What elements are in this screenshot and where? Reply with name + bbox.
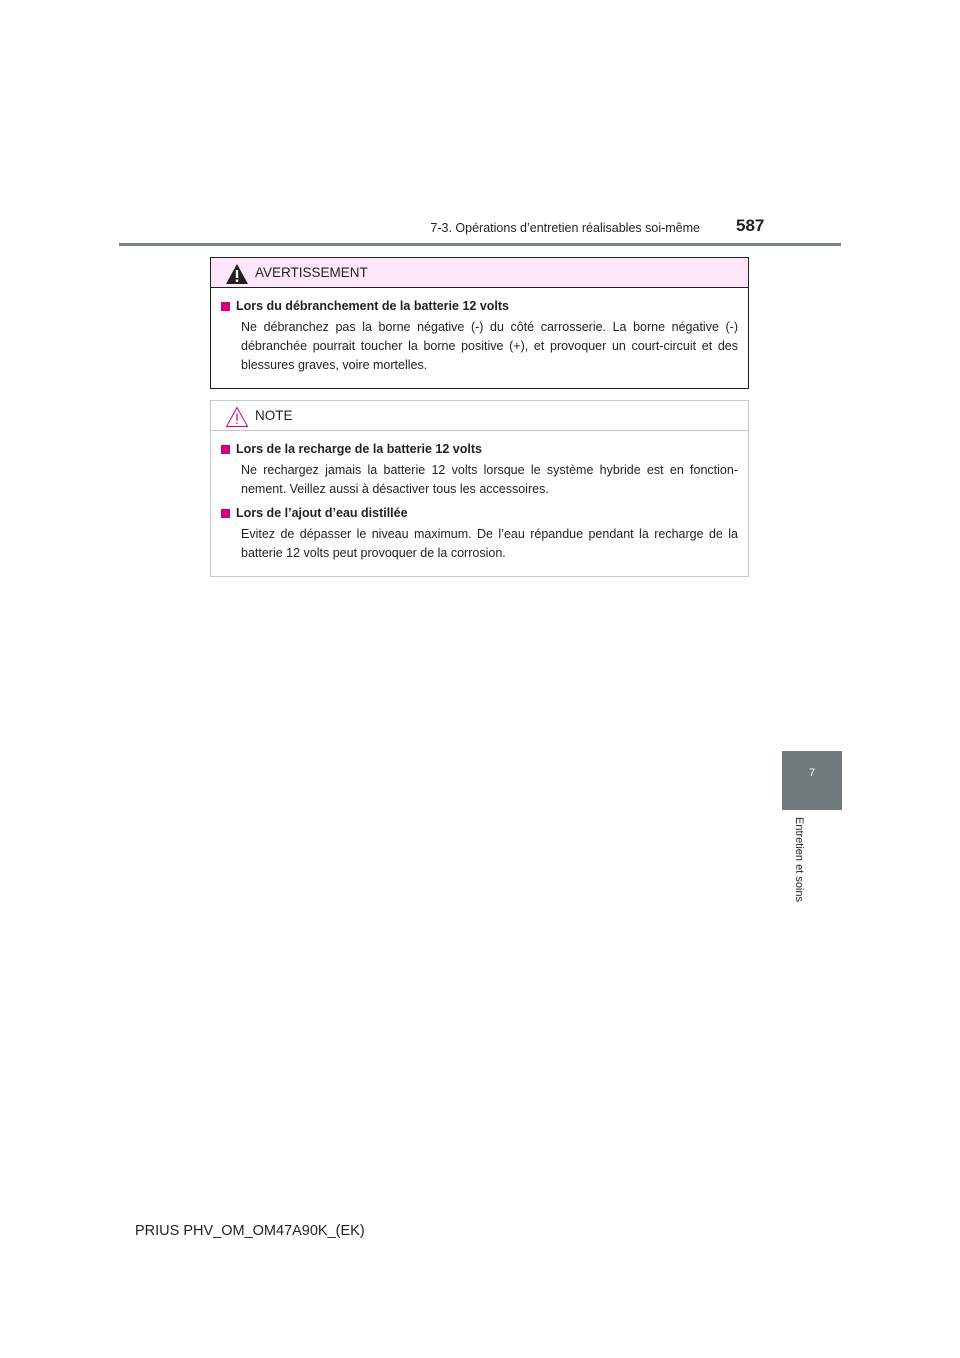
warning-triangle-filled-icon	[225, 263, 249, 285]
note-item	[221, 505, 738, 563]
note-box	[210, 400, 749, 577]
chapter-number: 7	[808, 767, 816, 779]
header-divider	[119, 243, 841, 246]
warning-item	[221, 298, 738, 375]
note-item	[221, 441, 738, 499]
square-bullet-icon	[221, 302, 230, 311]
warning-item-text: Ne débranchez pas la borne négative (-) du côté carrosserie. La borne négative (-) débranchée pourrait toucher la borne positive (+), et provoquer un court-circuit et des blessures graves, voire mortelles.	[241, 320, 738, 372]
note-box-title: NOTE	[255, 408, 293, 423]
document-code: PRIUS PHV_OM_OM47A90K_(EK)	[135, 1223, 365, 1239]
section-title: 7-3. Opérations d’entretien réalisables soi-même	[430, 221, 700, 235]
square-bullet-icon	[221, 509, 230, 518]
warning-box-title: AVERTISSEMENT	[255, 265, 368, 280]
warning-item-heading: Lors du débranchement de la batterie 12 volts	[236, 299, 509, 313]
page-number: 587	[736, 216, 765, 235]
note-box-header	[211, 401, 748, 431]
note-item-text: Ne rechargez jamais la batterie 12 volts lorsque le système hybride est en fonction-nement. Veillez aussi à désactiver tous les accessoires.	[241, 463, 738, 496]
note-item-heading: Lors de l’ajout d’eau distillée	[236, 506, 408, 520]
chapter-title: Entretien et soins	[793, 817, 805, 902]
note-item-text: Evitez de dépasser le niveau maximum. De l’eau répandue pendant la recharge de la batterie 12 volts peut provoquer de la corrosion.	[241, 527, 738, 560]
warning-box-header	[211, 258, 748, 288]
note-item-heading: Lors de la recharge de la batterie 12 volts	[236, 442, 482, 456]
warning-box	[210, 257, 749, 389]
caution-triangle-outline-icon	[225, 406, 249, 428]
square-bullet-icon	[221, 445, 230, 454]
chapter-tab[interactable]	[782, 751, 842, 810]
